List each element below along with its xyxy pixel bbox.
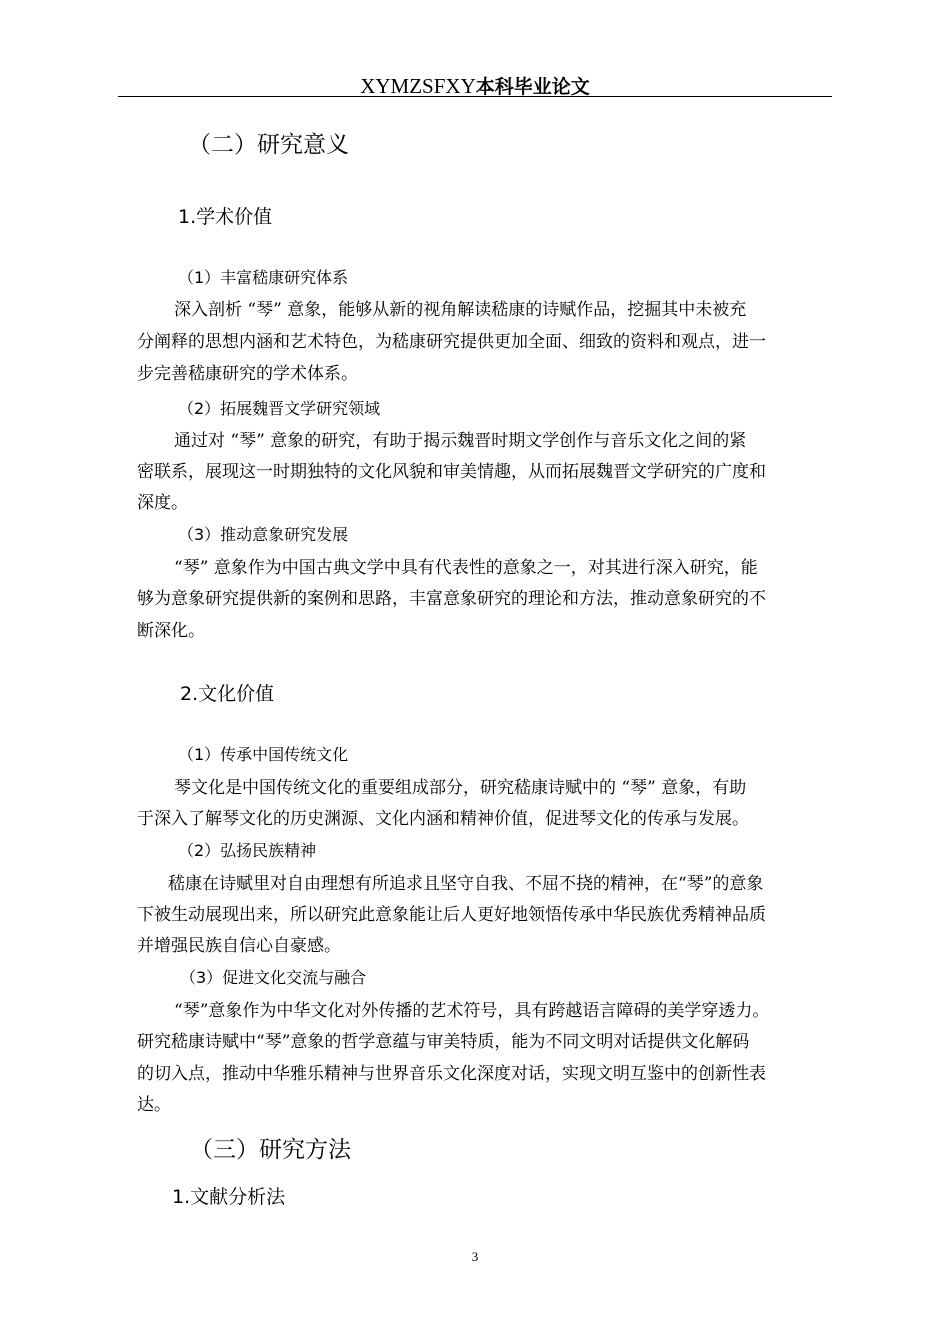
paragraph-line: 于深入了解琴文化的历史渊源、文化内涵和精神价值，促进琴文化的传承与发展。 [137, 809, 749, 829]
paragraph-line: 深入剖析 “琴” 意象，能够从新的视角解读嵇康的诗赋作品，挖掘其中未被充 [174, 300, 747, 320]
subheading-literature-analysis: 1.文献分析法 [172, 1186, 286, 1208]
item-title-promote-national-spirit: （2）弘扬民族精神 [178, 841, 317, 860]
paragraph-line: 琴文化是中国传统文化的重要组成部分，研究嵇康诗赋中的 “琴” 意象，有助 [174, 778, 747, 798]
section-heading-research-methods: （三）研究方法 [190, 1137, 351, 1163]
paragraph-line: 研究嵇康诗赋中“琴”意象的哲学意蕴与审美特质，能为不同文明对话提供文化解码 [137, 1032, 750, 1052]
item-title-expand-weijin-literature: （2）拓展魏晋文学研究领域 [178, 399, 381, 418]
paragraph-line: 步完善嵇康研究的学术体系。 [137, 364, 358, 384]
paragraph-line: 断深化。 [137, 621, 205, 641]
item-title-cultural-exchange: （3）促进文化交流与融合 [180, 968, 367, 987]
page-number: 3 [471, 1249, 479, 1264]
paragraph-line: “琴”意象作为中华文化对外传播的艺术符号，具有跨越语言障碍的美学穿透力。 [174, 1001, 770, 1021]
subheading-cultural-value: 2.文化价值 [180, 683, 275, 705]
page-header [0, 72, 950, 99]
paragraph-line: 深度。 [137, 493, 188, 513]
subheading-academic-value: 1.学术价值 [178, 206, 273, 228]
paragraph-line: 的切入点，推动中华雅乐精神与世界音乐文化深度对话，实现文明互鉴中的创新性表 [137, 1064, 766, 1084]
item-title-promote-imagery-research: （3）推动意象研究发展 [178, 525, 349, 544]
paragraph-line: “琴” 意象作为中国古典文学中具有代表性的意象之一，对其进行深入研究，能 [174, 558, 758, 578]
paragraph-line: 下被生动展现出来，所以研究此意象能让后人更好地领悟传承中华民族优秀精神品质 [137, 905, 766, 925]
item-title-enrich-jikang-research: （1）丰富嵇康研究体系 [178, 268, 349, 287]
paragraph-line: 分阐释的思想内涵和艺术特色，为嵇康研究提供更加全面、细致的资料和观点，进一 [137, 332, 766, 352]
header-rule [118, 96, 832, 97]
header-title: 本科毕业论文 [475, 76, 590, 98]
paragraph-line: 并增强民族自信心自豪感。 [137, 936, 341, 956]
header-code: XYMZSFXY [360, 74, 476, 98]
item-title-inherit-traditional-culture: （1）传承中国传统文化 [178, 745, 349, 764]
paragraph-line: 达。 [137, 1095, 171, 1115]
section-heading-research-significance: （二）研究意义 [188, 132, 349, 158]
paragraph-line: 够为意象研究提供新的案例和思路，丰富意象研究的理论和方法，推动意象研究的不 [137, 589, 766, 609]
paragraph-line: 密联系，展现这一时期独特的文化风貌和审美情趣，从而拓展魏晋文学研究的广度和 [137, 462, 766, 482]
paragraph-line: 通过对 “琴” 意象的研究，有助于揭示魏晋时期文学创作与音乐文化之间的紧 [174, 431, 747, 451]
paragraph-line: 嵇康在诗赋里对自由理想有所追求且坚守自我、不屈不挠的精神，在“琴”的意象 [168, 874, 764, 894]
